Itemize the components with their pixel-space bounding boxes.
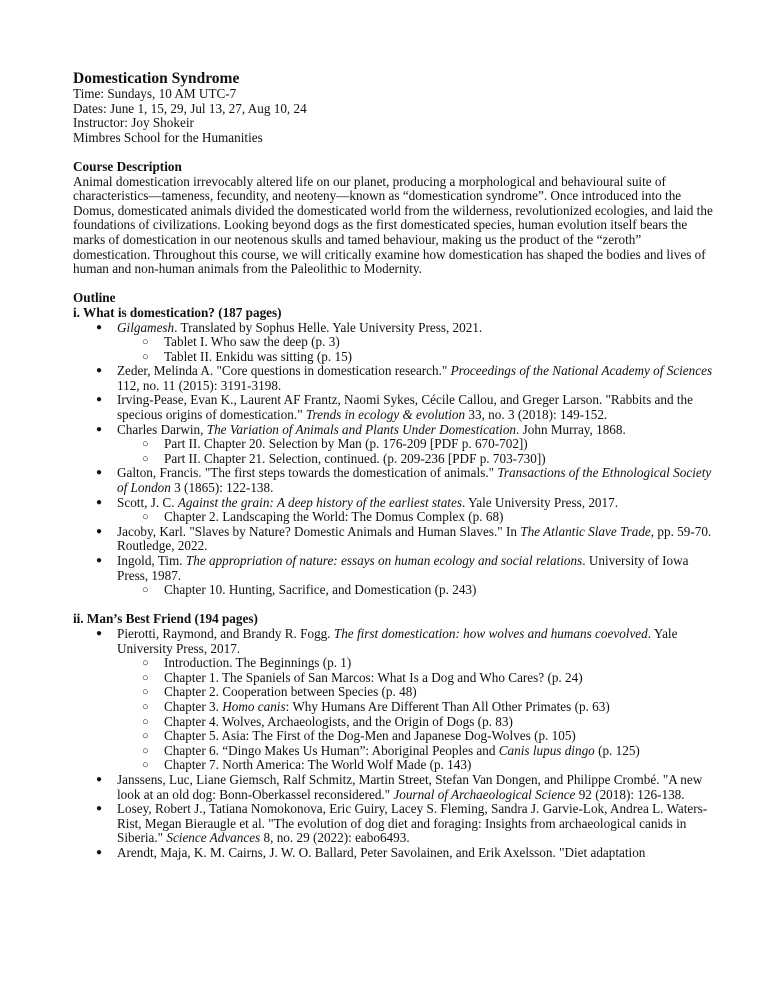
sub-list-item: ○ Tablet I. Who saw the deep (p. 3) <box>117 335 713 350</box>
list-item: ● Arendt, Maja, K. M. Cairns, J. W. O. Ballard, Peter Savolainen, and Erik Axelsson. "Diet adaptation <box>73 846 713 861</box>
section-2-title: ii. Man’s Best Friend (194 pages) <box>73 611 258 627</box>
description-heading: Course Description <box>73 158 182 174</box>
sub-list-item: ○ Chapter 2. Cooperation between Species (p. 48) <box>117 685 713 700</box>
sub-list-item: ○ Chapter 10. Hunting, Sacrifice, and Domestication (p. 243) <box>117 583 713 598</box>
list-item: ● Losey, Robert J., Tatiana Nomokonova, Eric Guiry, Lacey S. Fleming, Sandra J. Garvie-Lok, Andrea L. Waters-Rist, Megan Bieraugle et al. "The evolution of dog diet and foraging: Insights from archaeological canids in Siberia." Science Advances 8, no. 29 (2022): eabo6493. <box>73 802 713 846</box>
list-item: ● Zeder, Melinda A. "Core questions in domestication research." Proceedings of the National Academy of Sciences 112, no. 11 (2015): 3191-3198. <box>73 364 713 393</box>
list-item: ● Gilgamesh. Translated by Sophus Helle. Yale University Press, 2021. ○ Tablet I. Who saw the deep (p. 3) ○ Tablet II. Enkidu was sitting (p. 15) <box>73 321 713 365</box>
section-2-list <box>73 627 713 861</box>
list-item: ● Janssens, Luc, Liane Giemsch, Ralf Schmitz, Martin Street, Stefan Van Dongen, and Philippe Crombé. "A new look at an old dog: Bonn-Oberkassel reconsidered." Journal of Archaeological Science 92 (2018): 126-138. <box>73 773 713 802</box>
description-text: Animal domestication irrevocably altered life on our planet, producing a morphological and behavioural suite of characteristics—tameness, fecundity, and neoteny—known as “domestication syndrome”. Once introduced into the Domus, domesticated animals divided the domesticated world from the wilderness, revolutionized ecologies, and laid the foundations of civilizations. Looking beyond dogs as the first domesticated species, human evolution itself bears the marks of domestication in our neotenous skulls and tamed behaviour, making us the product of the “zeroth” domestication. Throughout this course, we will critically examine how domestication has shaped the bodies and lives of human and non-human animals from the Paleolithic to Modernity. <box>73 173 713 277</box>
course-dates: Dates: June 1, 15, 29, Jul 13, 27, Aug 10, 24 <box>73 100 307 116</box>
course-instructor: Instructor: Joy Shokeir <box>73 115 194 131</box>
sub-list-item: ○ Chapter 5. Asia: The First of the Dog-Men and Japanese Dog-Wolves (p. 105) <box>117 729 713 744</box>
document-page <box>73 70 713 860</box>
list-item: ● Irving-Pease, Evan K., Laurent AF Frantz, Naomi Sykes, Cécile Callou, and Greger Larson. "Rabbits and the specious origins of domestication." Trends in ecology & evolution 33, no. 3 (2018): 149-152. <box>73 393 713 422</box>
section-1-title: i. What is domestication? (187 pages) <box>73 304 282 320</box>
sub-list-item: ○ Chapter 1. The Spaniels of San Marcos: What Is a Dog and Who Cares? (p. 24) <box>117 671 713 686</box>
sub-list-item: ○ Chapter 3. Homo canis: Why Humans Are Different Than All Other Primates (p. 63) <box>117 700 713 715</box>
sub-list-item: ○ Tablet II. Enkidu was sitting (p. 15) <box>117 350 713 365</box>
course-title: Domestication Syndrome <box>73 70 240 87</box>
sub-list-item: ○ Introduction. The Beginnings (p. 1) <box>117 656 713 671</box>
sub-list-item: ○ Chapter 6. “Dingo Makes Us Human”: Aboriginal Peoples and Canis lupus dingo (p. 125) <box>117 744 713 759</box>
list-item: ● Ingold, Tim. The appropriation of nature: essays on human ecology and social relations. University of Iowa Press, 1987. ○ Chapter 10. Hunting, Sacrifice, and Domestication (p. 243) <box>73 554 713 598</box>
outline-heading: Outline <box>73 290 116 306</box>
course-time: Time: Sundays, 10 AM UTC-7 <box>73 86 237 101</box>
sub-list-item: ○ Part II. Chapter 21. Selection, continued. (p. 209-236 [PDF p. 703-730]) <box>117 452 713 467</box>
sub-list-item: ○ Chapter 4. Wolves, Archaeologists, and the Origin of Dogs (p. 83) <box>117 715 713 730</box>
section-1-list <box>73 321 713 598</box>
list-item: ● Galton, Francis. "The first steps towards the domestication of animals." Transactions of the Ethnological Society of London 3 (1865): 122-138. <box>73 466 713 495</box>
sub-list-item: ○ Part II. Chapter 20. Selection by Man (p. 176-209 [PDF p. 670-702]) <box>117 437 713 452</box>
sub-list-item: ○ Chapter 7. North America: The World Wolf Made (p. 143) <box>117 758 713 773</box>
sub-list-item: ○ Chapter 2. Landscaping the World: The Domus Complex (p. 68) <box>117 510 713 525</box>
course-meta <box>73 87 713 145</box>
list-item: ● Jacoby, Karl. "Slaves by Nature? Domestic Animals and Human Slaves." In The Atlantic Slave Trade, pp. 59-70. Routledge, 2022. <box>73 525 713 554</box>
list-item: ● Charles Darwin, The Variation of Animals and Plants Under Domestication. John Murray, 1868. ○ Part II. Chapter 20. Selection by Man (p. 176-209 [PDF p. 670-702]) ○ Part II. Chapter 21. Selection, continued. (p. 209-236 [PDF p. 703-730]) <box>73 423 713 467</box>
list-item: ● Pierotti, Raymond, and Brandy R. Fogg. The first domestication: how wolves and humans coevolved. Yale University Press, 2017. ○ Introduction. The Beginnings (p. 1) ○ Chapter 1. The Spaniels of San Marcos: What Is a Dog and Who Cares? (p. 24) ○ Chapter 2. Cooperation between Species (p. 48) ○ Chapter 3. Homo canis: Why Humans Are Different Than All Other Primates (p. 63) ○ Chapter 4. Wolves, Archaeologists, and the Origin of Dogs (p. 83) ○ Chapter 5. Asia: The First of the Dog-Men and Japanese Dog-Wolves (p. 105) ○ Chapter 6. “Dingo Makes Us Human”: Aboriginal Peoples and Canis lupus dingo (p. 125) ○ Chapter 7. North America: The World Wolf Made (p. 143) <box>73 627 713 773</box>
course-school: Mimbres School for the Humanities <box>73 129 263 145</box>
list-item: ● Scott, J. C. Against the grain: A deep history of the earliest states. Yale University Press, 2017. ○ Chapter 2. Landscaping the World: The Domus Complex (p. 68) <box>73 496 713 525</box>
